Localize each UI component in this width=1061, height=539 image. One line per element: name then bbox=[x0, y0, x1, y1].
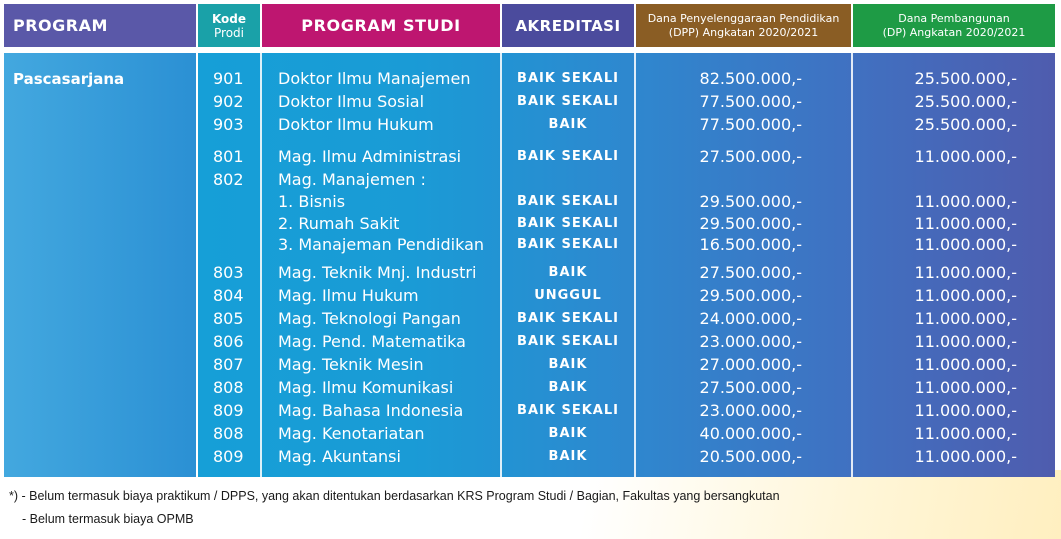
row-akreditasi: BAIK SEKALI bbox=[517, 311, 619, 326]
row-akreditasi: BAIK SEKALI bbox=[517, 237, 619, 252]
section-label: Pascasarjana bbox=[13, 70, 125, 88]
row-program-studi: 3. Manajeman Pendidikan bbox=[278, 235, 485, 254]
header-prodi-label: Prodi bbox=[214, 25, 244, 40]
row-program-studi: Mag. Teknik Mnj. Industri bbox=[278, 263, 477, 282]
row-kode: 901 bbox=[213, 69, 244, 88]
row-dp: 11.000.000,- bbox=[914, 332, 1017, 351]
row-dp: 11.000.000,- bbox=[914, 214, 1017, 233]
header-dpp-line2: (DPP) Angkatan 2020/2021 bbox=[668, 25, 819, 39]
row-program-studi: Mag. Manajemen : bbox=[278, 170, 426, 189]
header-program-studi-label: PROGRAM STUDI bbox=[301, 16, 461, 35]
row-dpp: 77.500.000,- bbox=[699, 92, 802, 111]
row-akreditasi: BAIK SEKALI bbox=[517, 194, 619, 209]
row-dpp: 23.000.000,- bbox=[699, 332, 802, 351]
header-kode-prodi bbox=[198, 4, 260, 47]
row-akreditasi: BAIK bbox=[548, 426, 588, 441]
row-akreditasi: BAIK bbox=[548, 265, 588, 280]
row-dpp: 27.500.000,- bbox=[699, 147, 802, 166]
header-dp bbox=[853, 4, 1055, 47]
header-dpp-line1: Dana Penyelenggaraan Pendidikan bbox=[647, 11, 840, 25]
row-kode: 802 bbox=[213, 170, 244, 189]
footnote-2: - Belum termasuk biaya OPMB bbox=[22, 512, 194, 526]
row-dpp: 40.000.000,- bbox=[699, 424, 802, 443]
row-akreditasi: BAIK SEKALI bbox=[517, 94, 619, 109]
table-row bbox=[0, 331, 1061, 353]
row-kode: 808 bbox=[213, 378, 244, 397]
row-dpp: 29.500.000,- bbox=[699, 214, 802, 233]
table-row bbox=[0, 191, 1061, 213]
footnote-1: *) - Belum termasuk biaya praktikum / DPPS, yang akan ditentukan berdasarkan KRS Program Studi / Bagian, Fakultas yang bersangkutan bbox=[9, 489, 780, 503]
row-kode: 809 bbox=[213, 447, 244, 466]
header-program bbox=[4, 4, 196, 47]
row-dp: 11.000.000,- bbox=[914, 378, 1017, 397]
row-program-studi: Mag. Ilmu Komunikasi bbox=[278, 378, 454, 397]
row-akreditasi: BAIK SEKALI bbox=[517, 149, 619, 164]
row-program-studi: Mag. Ilmu Administrasi bbox=[278, 147, 462, 166]
row-program-studi: 1. Bisnis bbox=[278, 192, 346, 211]
row-akreditasi: BAIK bbox=[548, 449, 588, 464]
table-row bbox=[0, 114, 1061, 136]
table-row bbox=[0, 400, 1061, 422]
row-kode: 804 bbox=[213, 286, 244, 305]
row-program-studi: Mag. Ilmu Hukum bbox=[278, 286, 419, 305]
row-kode: 902 bbox=[213, 92, 244, 111]
row-dpp: 27.000.000,- bbox=[699, 355, 802, 374]
header-kode-label: Kode bbox=[211, 11, 247, 26]
table-row bbox=[0, 68, 1061, 90]
table-row bbox=[0, 234, 1061, 256]
header-dp-line2: (DP) Angkatan 2020/2021 bbox=[882, 25, 1026, 39]
row-dp: 11.000.000,- bbox=[914, 147, 1017, 166]
row-program-studi: Mag. Kenotariatan bbox=[278, 424, 425, 443]
table-row bbox=[0, 213, 1061, 235]
table-row bbox=[0, 354, 1061, 376]
row-dp: 25.500.000,- bbox=[914, 115, 1017, 134]
row-dp: 11.000.000,- bbox=[914, 401, 1017, 420]
table-row bbox=[0, 377, 1061, 399]
row-program-studi: Doktor Ilmu Hukum bbox=[278, 115, 434, 134]
row-akreditasi: BAIK bbox=[548, 380, 588, 395]
row-program-studi: Doktor Ilmu Sosial bbox=[278, 92, 425, 111]
row-dp: 11.000.000,- bbox=[914, 192, 1017, 211]
row-program-studi: Mag. Akuntansi bbox=[278, 447, 401, 466]
row-akreditasi: BAIK SEKALI bbox=[517, 403, 619, 418]
row-kode: 806 bbox=[213, 332, 244, 351]
row-dp: 11.000.000,- bbox=[914, 309, 1017, 328]
row-dpp: 20.500.000,- bbox=[699, 447, 802, 466]
row-akreditasi: BAIK bbox=[548, 357, 588, 372]
header-akreditasi bbox=[502, 4, 634, 47]
row-kode: 803 bbox=[213, 263, 244, 282]
row-dpp: 24.000.000,- bbox=[699, 309, 802, 328]
row-dpp: 29.500.000,- bbox=[699, 286, 802, 305]
row-kode: 807 bbox=[213, 355, 244, 374]
row-dp: 11.000.000,- bbox=[914, 235, 1017, 254]
row-dpp: 77.500.000,- bbox=[699, 115, 802, 134]
table-row bbox=[0, 262, 1061, 284]
row-dp: 25.500.000,- bbox=[914, 92, 1017, 111]
row-kode: 801 bbox=[213, 147, 244, 166]
row-program-studi: Doktor Ilmu Manajemen bbox=[278, 69, 471, 88]
header-akreditasi-label: AKREDITASI bbox=[515, 16, 621, 35]
table-row bbox=[0, 146, 1061, 168]
row-dp: 11.000.000,- bbox=[914, 263, 1017, 282]
row-dpp: 29.500.000,- bbox=[699, 192, 802, 211]
table-row bbox=[0, 91, 1061, 113]
table-row bbox=[0, 285, 1061, 307]
row-dp: 11.000.000,- bbox=[914, 447, 1017, 466]
header-program-studi bbox=[262, 4, 500, 47]
row-program-studi: Mag. Teknologi Pangan bbox=[278, 309, 461, 328]
table-row bbox=[0, 446, 1061, 468]
row-akreditasi: BAIK SEKALI bbox=[517, 71, 619, 86]
row-dpp: 82.500.000,- bbox=[699, 69, 802, 88]
header-dpp bbox=[636, 4, 851, 47]
row-kode: 809 bbox=[213, 401, 244, 420]
row-kode: 903 bbox=[213, 115, 244, 134]
table-row bbox=[0, 169, 1061, 191]
header-dp-line1: Dana Pembangunan bbox=[898, 11, 1010, 25]
row-akreditasi: BAIK bbox=[548, 117, 588, 132]
table-row bbox=[0, 308, 1061, 330]
header-program-label: PROGRAM bbox=[13, 16, 108, 35]
footer-background bbox=[0, 470, 1061, 539]
row-dpp: 16.500.000,- bbox=[699, 235, 802, 254]
row-dpp: 23.000.000,- bbox=[699, 401, 802, 420]
table-row bbox=[0, 423, 1061, 445]
row-dpp: 27.500.000,- bbox=[699, 263, 802, 282]
row-program-studi: Mag. Bahasa Indonesia bbox=[278, 401, 464, 420]
row-dp: 11.000.000,- bbox=[914, 355, 1017, 374]
row-akreditasi: BAIK SEKALI bbox=[517, 334, 619, 349]
row-program-studi: Mag. Teknik Mesin bbox=[278, 355, 424, 374]
row-kode: 805 bbox=[213, 309, 244, 328]
row-dp: 11.000.000,- bbox=[914, 424, 1017, 443]
row-program-studi: 2. Rumah Sakit bbox=[278, 214, 400, 233]
row-program-studi: Mag. Pend. Matematika bbox=[278, 332, 466, 351]
row-akreditasi: UNGGUL bbox=[534, 288, 602, 303]
row-kode: 808 bbox=[213, 424, 244, 443]
row-dp: 25.500.000,- bbox=[914, 69, 1017, 88]
row-akreditasi: BAIK SEKALI bbox=[517, 216, 619, 231]
row-dpp: 27.500.000,- bbox=[699, 378, 802, 397]
row-dp: 11.000.000,- bbox=[914, 286, 1017, 305]
